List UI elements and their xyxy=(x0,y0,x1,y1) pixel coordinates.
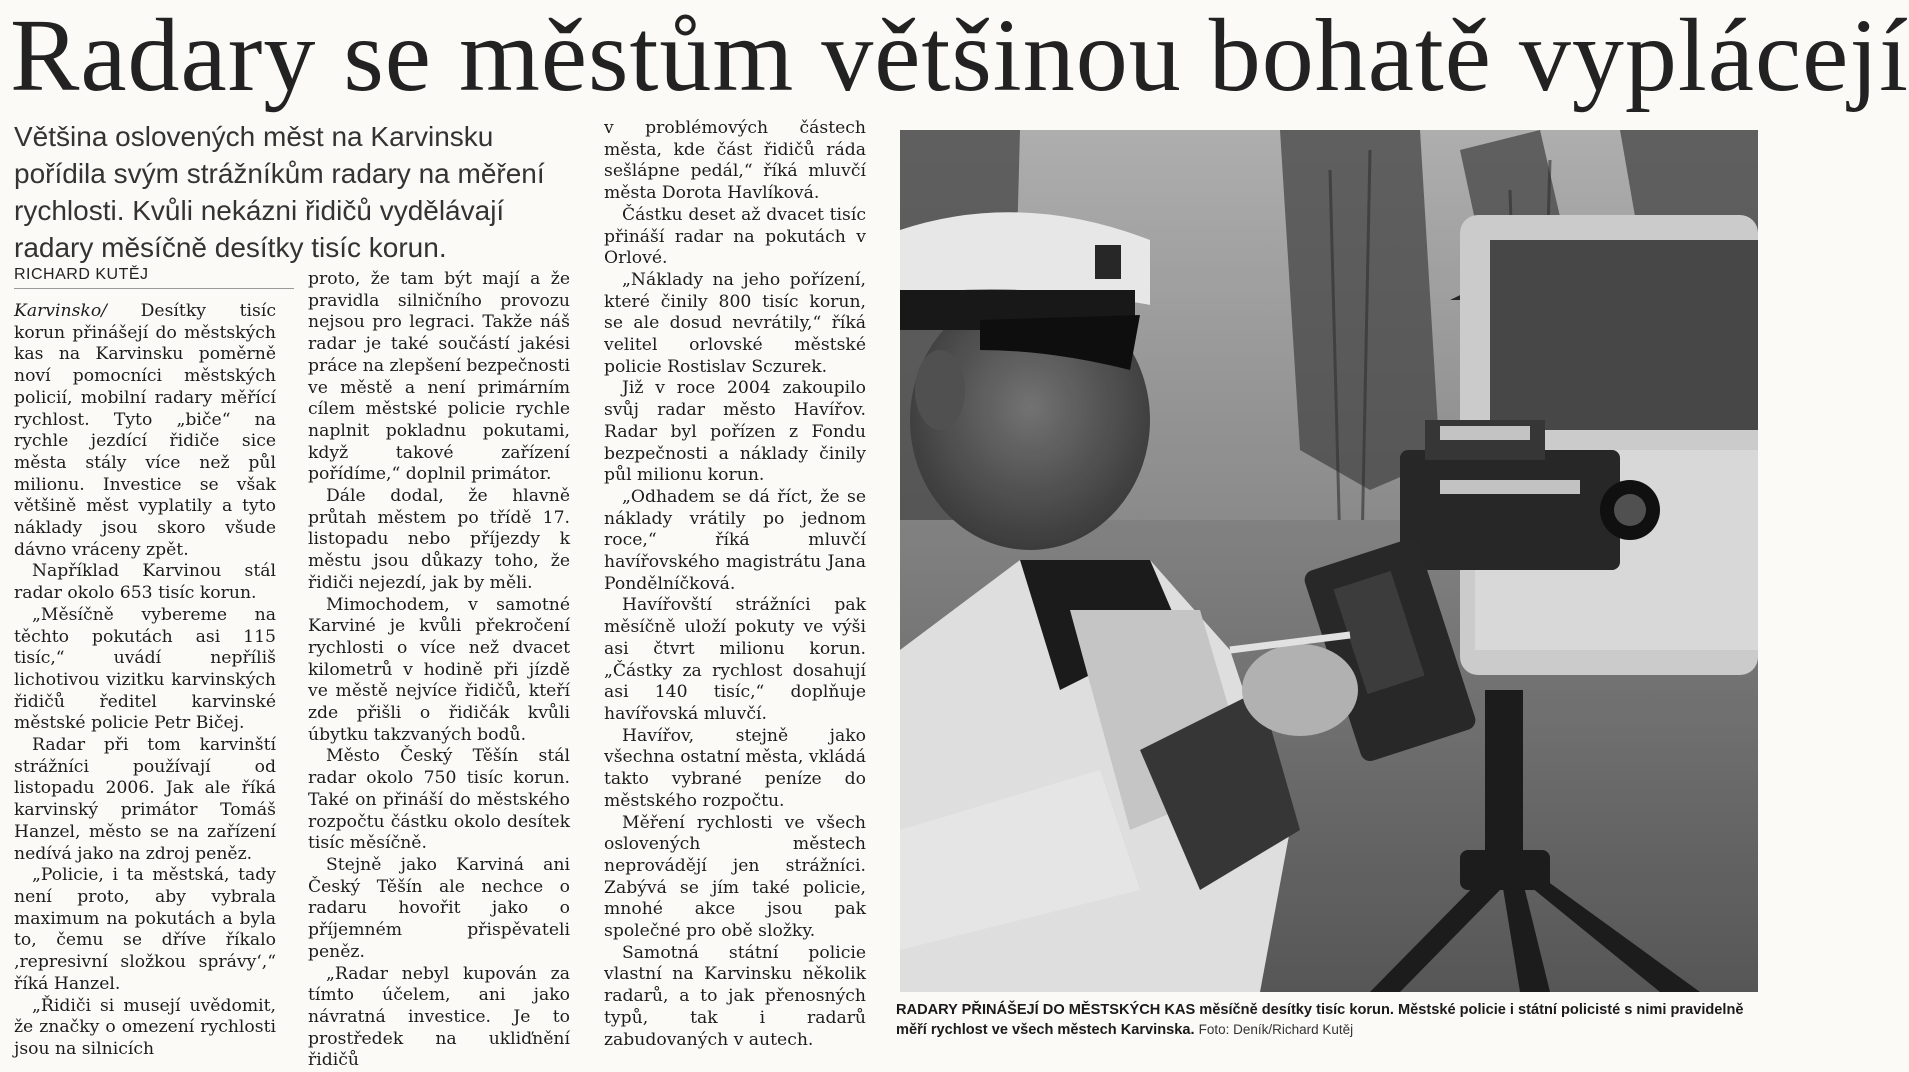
article-paragraph: Dále dodal, že hlavně průtah městem po třídě 17. listopadu nebo příjezdy k městu jsou důkazy toho, že řidiči nejezdí, jak by měli. xyxy=(308,486,570,595)
article-paragraph: Samotná státní policie vlastní na Karvinsku několik radarů, a to jak přenosných typů, tak i radarů zabudovaných v autech. xyxy=(604,943,866,1052)
article-paragraph: Například Karvinou stál radar okolo 653 tisíc korun. xyxy=(14,561,276,604)
news-photo xyxy=(900,130,1758,992)
article-paragraph: „Řidiči si musejí uvědomit, že značky o omezení rychlosti jsou na silnicích xyxy=(14,996,276,1061)
article-paragraph: v problémových částech města, kde část řidičů ráda sešlápne pedál,“ říká mluvčí města Dorota Havlíková. xyxy=(604,118,866,205)
article-paragraph: Havířov, stejně jako všechna ostatní města, vkládá takto vybrané peníze do městského rozpočtu. xyxy=(604,726,866,813)
photo-credit: Foto: Deník/Richard Kutěj xyxy=(1199,1022,1354,1037)
lead-paragraph: Většina oslovených měst na Karvinsku pořídila svým strážníkům radary na měření rychlosti. Kvůli nekázni řidičů vydělávají radary měsíčně desítky tisíc korun. xyxy=(14,118,574,266)
article-paragraph: „Policie, i ta městská, tady není proto, aby vybrala maximum na pokutách a byla to, čemu se dříve říkalo ‚represivní složkou správy‘,“ říká Hanzel. xyxy=(14,865,276,995)
caption-text: měsíčně desítky tisíc korun. Městské policie i státní policisté s nimi pravidelně měří rychlost ve všech městech Karvinska. xyxy=(896,1002,1744,1038)
article-paragraph: Měření rychlosti ve všech oslovených městech neprovádějí jen strážníci. Zabývá se jím také policie, mnohé akce jsou pak společné pro obě složky. xyxy=(604,813,866,943)
article-paragraph: „Měsíčně vybereme na těchto pokutách asi 115 tisíc,“ uvádí nepříliš lichotivou vizitku karvinských řidičů ředitel karvinské městské policie Petr Bičej. xyxy=(14,605,276,735)
dateline-place: Karvinsko/ xyxy=(14,301,107,321)
article-paragraph: Stejně jako Karviná ani Český Těšín ale nechce o radaru hovořit jako o příjemném přispěvateli peněz. xyxy=(308,855,570,964)
byline: RICHARD KUTĚJ xyxy=(14,266,294,289)
article-paragraph: Město Český Těšín stál radar okolo 750 tisíc korun. Také on přináší do městského rozpočtu částku okolo desítek tisíc měsíčně. xyxy=(308,746,570,855)
article-column-1 xyxy=(14,301,276,1057)
article-paragraph: „Odhadem se dá říct, že se náklady vrátily po jednom roce,“ říká mluvčí havířovského magistrátu Jana Pondělníčková. xyxy=(604,487,866,596)
article-paragraph: Havířovští strážníci pak měsíčně uloží pokuty ve výši asi čtvrt milionu korun. „Částky za rychlost dosahují asi 140 tisíc,“ doplňuje havířovská mluvčí. xyxy=(604,595,866,725)
photo-caption xyxy=(896,1000,1762,1040)
article-paragraph: „Náklady na jeho pořízení, které činily 800 tisíc korun, se ale dosud nevrátily,“ říká velitel orlovské městské policie Rostislav Sczurek. xyxy=(604,270,866,379)
headline: Radary se městům většinou bohatě vyplácejí xyxy=(10,2,1760,110)
article-paragraph: Karvinsko/ Desítky tisíc korun přinášejí do městských kas na Karvinsku poměrně noví pomocníci městských policií, mobilní radary měřící rychlost. Tyto „biče“ na rychle jezdící řidiče sice města stály více než půl milionu. Investice se však většině měst vyplatily a tyto náklady jsou skoro všude dávno vráceny zpět. xyxy=(14,301,276,561)
article-paragraph: proto, že tam být mají a že pravidla silničního provozu nejsou pro legraci. Takže náš radar je také součástí jakési práce na zlepšení bezpečnosti ve městě a není primárním cílem městské policie rychle naplnit pokladnu pokutami, když takové zařízení pořídíme,“ doplnil primátor. xyxy=(308,269,570,486)
article-paragraph: Mimochodem, v samotné Karviné je kvůli překročení rychlosti o více než dvacet kilometrů v hodině při jízdě ve městě nejvíce řidičů, kteří zde přišli o řidičák kvůli úbytku takzvaných bodů. xyxy=(308,595,570,747)
article-column-3 xyxy=(604,118,866,1057)
caption-lead: RADARY PŘINÁŠEJÍ DO MĚSTSKÝCH KAS xyxy=(896,1002,1195,1018)
article-paragraph: Radar při tom karvinští strážníci používají od listopadu 2006. Jak ale říká karvinský primátor Tomáš Hanzel, město se na zařízení nedívá jako na zdroj peněz. xyxy=(14,735,276,865)
article-paragraph: Částku deset až dvacet tisíc přináší radar na pokutách v Orlové. xyxy=(604,205,866,270)
article-paragraph: „Radar nebyl kupován za tímto účelem, ani jako návratná investice. Je to prostředek na ukliďnění řidičů xyxy=(308,964,570,1072)
article-paragraph: Již v roce 2004 zakoupilo svůj radar město Havířov. Radar byl pořízen z Fondu bezpečnosti a náklady činily půl milionu korun. xyxy=(604,378,866,487)
article-column-2 xyxy=(308,269,570,1057)
